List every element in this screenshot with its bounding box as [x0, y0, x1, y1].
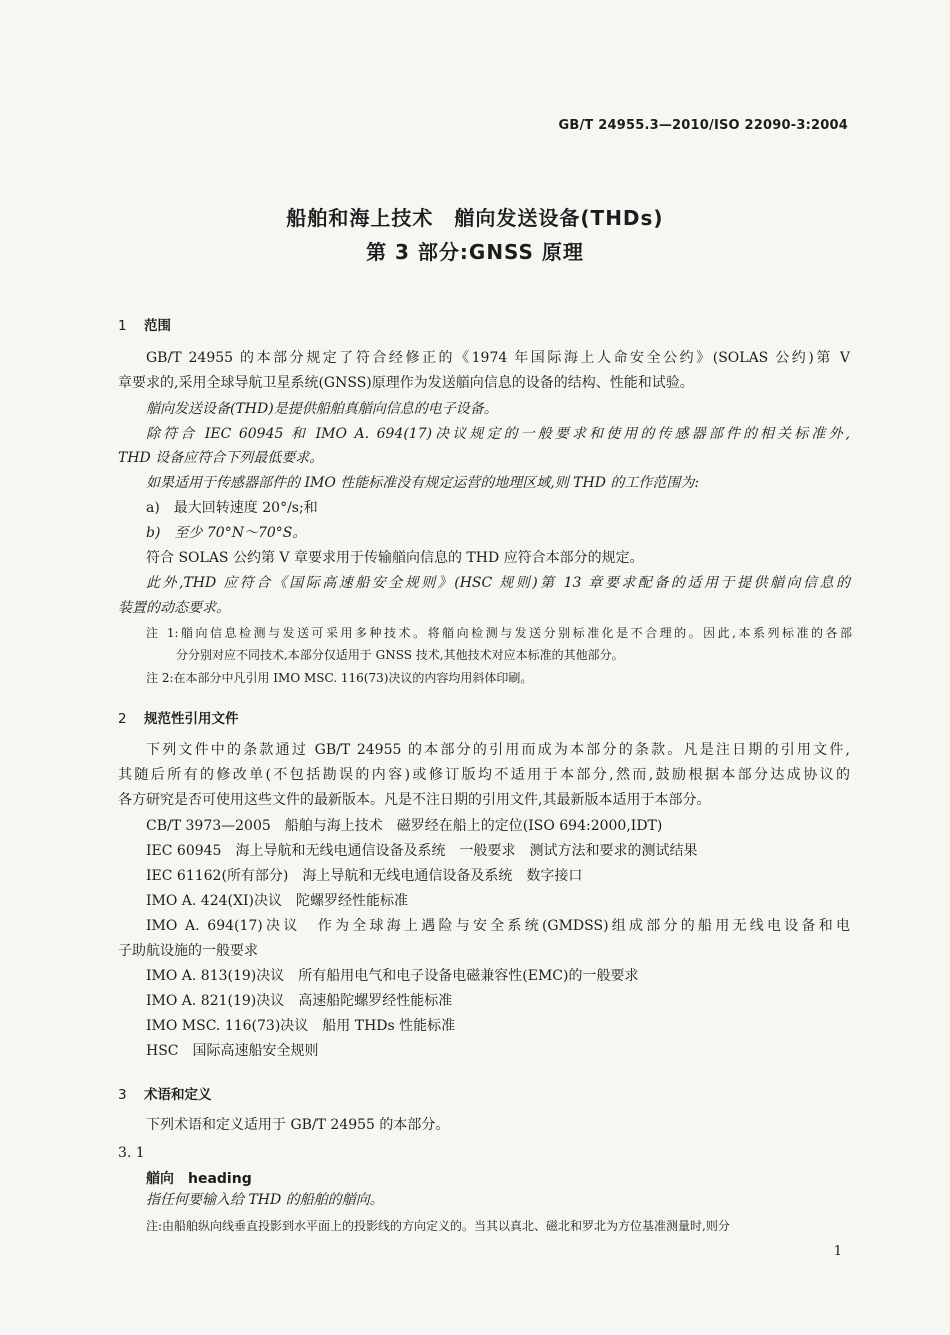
paragraph-line: 如果适用于传感器部件的 IMO 性能标准没有规定运营的地理区域,则 THD 的工作范围为:	[146, 475, 700, 491]
section-1-heading	[118, 314, 171, 334]
paragraph-line: 章要求的,采用全球导航卫星系统(GNSS)原理作为发送艏向信息的设备的结构、性能和试验。	[118, 375, 694, 391]
reference-item: IMO MSC. 116(73)决议 船用 THDs 性能标准	[146, 1018, 456, 1034]
paragraph-line: 下列术语和定义适用于 GB/T 24955 的本部分。	[146, 1117, 450, 1133]
list-item: b) 至少 70°N～70°S。	[146, 525, 307, 541]
reference-item: HSC 国际高速船安全规则	[146, 1043, 319, 1059]
section-title: 范围	[144, 318, 171, 334]
page-number: 1	[833, 1244, 842, 1259]
term-definition: 指任何要输入给 THD 的船舶的艏向。	[146, 1192, 384, 1208]
note-line: 注:由船舶纵向线垂直投影到水平面上的投影线的方向定义的。当其以真北、磁北和罗北为方位基准测量时,则分	[146, 1219, 730, 1233]
reference-item: IEC 61162(所有部分) 海上导航和无线电通信设备及系统 数字接口	[146, 868, 583, 884]
reference-item: 子助航设施的一般要求	[118, 943, 258, 959]
paragraph-line: 此外,THD 应符合《国际高速船安全规则》(HSC 规则)第 13 章要求配备的适用于提供艏向信息的	[146, 575, 850, 591]
paragraph-line: GB/T 24955 的本部分规定了符合经修正的《1974 年国际海上人命安全公约》(SOLAS 公约)第 V	[146, 350, 850, 366]
paragraph-line: 装置的动态要求。	[118, 600, 230, 616]
reference-item: IMO A. 821(19)决议 高速船陀螺罗经性能标准	[146, 993, 453, 1009]
reference-item: IMO A. 813(19)决议 所有船用电气和电子设备电磁兼容性(EMC)的一般要求	[146, 968, 639, 984]
section-number: 2	[118, 711, 127, 727]
section-title: 规范性引用文件	[144, 711, 239, 727]
paragraph-line: 除符合 IEC 60945 和 IMO A. 694(17)决议规定的一般要求和使用的传感器部件的相关标准外,	[146, 426, 850, 442]
reference-item: IMO A. 424(XI)决议 陀螺罗经性能标准	[146, 893, 408, 909]
reference-item: IEC 60945 海上导航和无线电通信设备及系统 一般要求 测试方法和要求的测试结果	[146, 843, 698, 859]
document-subtitle: 第 3 部分:GNSS 原理	[366, 240, 584, 264]
paragraph-line: 其随后所有的修改单(不包括勘误的内容)或修订版均不适用于本部分,然而,鼓励根据本部分达成协议的	[118, 767, 850, 783]
note-line: 分分别对应不同技术,本部分仅适用于 GNSS 技术,其他技术对应本标准的其他部分。	[176, 648, 624, 662]
subclause-number: 3. 1	[118, 1145, 145, 1161]
document-title: 船舶和海上技术 艏向发送设备(THDs)	[286, 206, 664, 230]
paragraph-line: 符合 SOLAS 公约第 V 章要求用于传输艏向信息的 THD 应符合本部分的规定。	[146, 550, 644, 566]
paragraph-line: 下列文件中的条款通过 GB/T 24955 的本部分的引用而成为本部分的条款。凡是注日期的引用文件,	[146, 742, 850, 758]
standard-code: GB/T 24955.3—2010/ISO 22090-3:2004	[558, 118, 848, 133]
section-2-heading	[118, 707, 239, 727]
list-item: a) 最大回转速度 20°/s;和	[146, 500, 318, 516]
reference-item: CB/T 3973—2005 船舶与海上技术 磁罗经在船上的定位(ISO 694:2000,IDT)	[146, 818, 663, 834]
note-line: 注 1:艏向信息检测与发送可采用多种技术。将艏向检测与发送分别标准化是不合理的。因此,本系列标准的各部	[146, 626, 852, 640]
section-title: 术语和定义	[144, 1087, 212, 1103]
note-line: 注 2:在本部分中凡引用 IMO MSC. 116(73)决议的内容均用斜体印刷。	[146, 671, 533, 685]
paragraph-line: THD 设备应符合下列最低要求。	[118, 450, 324, 466]
paragraph-line: 各方研究是否可使用这些文件的最新版本。凡是不注日期的引用文件,其最新版本适用于本部分。	[118, 792, 711, 808]
section-number: 3	[118, 1087, 127, 1103]
reference-item: IMO A. 694(17)决议 作为全球海上遇险与安全系统(GMDSS)组成部分的船用无线电设备和电	[146, 918, 850, 934]
section-3-heading	[118, 1083, 212, 1103]
paragraph-line: 艏向发送设备(THD)是提供船舶真艏向信息的电子设备。	[146, 401, 498, 417]
term-heading: 艏向 heading	[146, 1171, 252, 1187]
section-number: 1	[118, 318, 127, 334]
